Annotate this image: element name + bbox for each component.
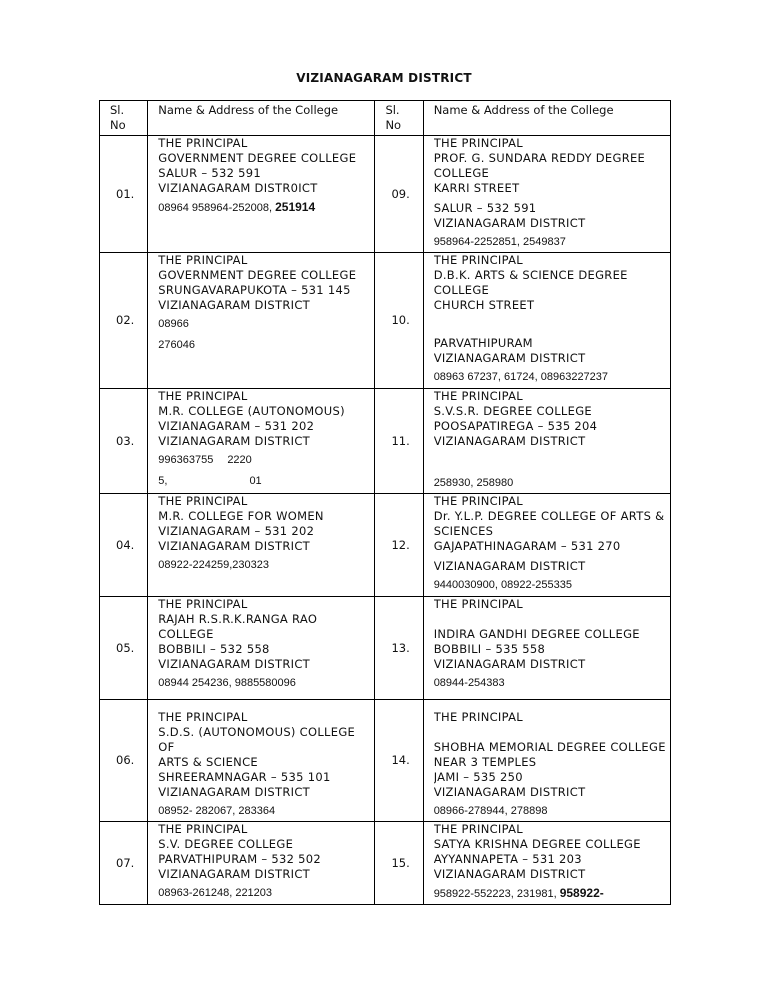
phone-numbers: 08966-278944, 278898 (433, 805, 548, 817)
table-row (100, 700, 671, 822)
table-row (100, 597, 671, 700)
college-address: THE PRINCIPAL S.V.S.R. DEGREE COLLEGE POOSAPATIREGA – 535 204 VIZIANAGARAM DISTRICT 258930, 258980 (423, 389, 670, 494)
table-row (100, 494, 671, 597)
serial-number: 11. (375, 389, 423, 494)
serial-number: 12. (375, 494, 423, 597)
table-row (100, 822, 671, 905)
serial-number: 03. (100, 389, 148, 494)
name-address-header: Name & Address of the College (423, 101, 670, 136)
college-address: THE PRINCIPAL RAJAH R.S.R.K.RANGA RAO COLLEGE BOBBILI – 532 558 VIZIANAGARAM DISTRICT 08944 254236, 9885580096 (148, 597, 375, 700)
phone-numbers: 08944-254383 (433, 677, 505, 689)
college-address: THE PRINCIPAL S.V. DEGREE COLLEGE PARVATHIPURAM – 532 502 VIZIANAGARAM DISTRICT 08963-261248, 221203 (148, 822, 375, 905)
phone-numbers: 08963-261248, 221203 (158, 887, 273, 899)
phone-numbers: 08964 958964-252008, 251914 (158, 200, 316, 214)
phone-numbers: 08922-224259,230323 (158, 559, 269, 571)
phone-numbers: 996363755 2220 (158, 454, 252, 466)
serial-number: 05. (100, 597, 148, 700)
college-address: THE PRINCIPAL M.R. COLLEGE (AUTONOMOUS) VIZIANAGARAM – 531 202 VIZIANAGARAM DISTRICT 996363755 2220 5, 01 (148, 389, 375, 494)
serial-number: 13. (375, 597, 423, 700)
serial-number: 02. (100, 253, 148, 389)
phone-numbers: 9440030900, 08922-255335 (433, 579, 572, 591)
phone-numbers: 08952- 282067, 283364 (158, 805, 276, 817)
table-row (100, 389, 671, 494)
serial-number: 07. (100, 822, 148, 905)
phone-numbers: 08944 254236, 9885580096 (158, 677, 296, 689)
college-address: THE PRINCIPAL S.D.S. (AUTONOMOUS) COLLEGE OF ARTS & SCIENCE SHREERAMNAGAR – 535 101 VIZIANAGARAM DISTRICT 08952- 282067, 283364 (148, 700, 375, 822)
phone-numbers: 5, 01 (158, 475, 262, 487)
name-address-header: Name & Address of the College (148, 101, 375, 136)
serial-number: 09. (375, 136, 423, 253)
table-row (100, 253, 671, 389)
phone-numbers: 08966 (158, 318, 189, 330)
college-address: THE PRINCIPAL PROF. G. SUNDARA REDDY DEGREE COLLEGE KARRI STREET SALUR – 532 591 VIZIANAGARAM DISTRICT 958964-2252851, 2549837 (423, 136, 670, 253)
college-address: THE PRINCIPAL D.B.K. ARTS & SCIENCE DEGREE COLLEGE CHURCH STREET PARVATHIPURAM VIZIANAGARAM DISTRICT 08963 67237, 61724, 08963227237 (423, 253, 670, 389)
phone-numbers: 958922-552223, 231981, 958922- (433, 886, 604, 900)
college-address: THE PRINCIPAL GOVERNMENT DEGREE COLLEGE SRUNGAVARAPUKOTA – 531 145 VIZIANAGARAM DISTRICT 08966 276046 (148, 253, 375, 389)
phone-numbers: 258930, 258980 (433, 477, 514, 489)
serial-number: 01. (100, 136, 148, 253)
college-address: THE PRINCIPAL M.R. COLLEGE FOR WOMEN VIZIANAGARAM – 531 202 VIZIANAGARAM DISTRICT 08922-224259,230323 (148, 494, 375, 597)
serial-number: 10. (375, 253, 423, 389)
serial-number: 06. (100, 700, 148, 822)
sl-no-header: Sl. No (375, 101, 423, 136)
serial-number: 15. (375, 822, 423, 905)
college-table (99, 100, 671, 905)
college-address: THE PRINCIPAL SHOBHA MEMORIAL DEGREE COLLEGE NEAR 3 TEMPLES JAMI – 535 250 VIZIANAGARAM DISTRICT 08966-278944, 278898 (423, 700, 670, 822)
serial-number: 04. (100, 494, 148, 597)
college-address: THE PRINCIPAL INDIRA GANDHI DEGREE COLLEGE BOBBILI – 535 558 VIZIANAGARAM DISTRICT 08944-254383 (423, 597, 670, 700)
page-title: VIZIANAGARAM DISTRICT (296, 71, 472, 85)
college-address: THE PRINCIPAL SATYA KRISHNA DEGREE COLLEGE AYYANNAPETA – 531 203 VIZIANAGARAM DISTRICT 958922-552223, 231981, 958922- (423, 822, 670, 905)
phone-numbers: 08963 67237, 61724, 08963227237 (433, 371, 609, 383)
college-address: THE PRINCIPAL GOVERNMENT DEGREE COLLEGE SALUR – 532 591 VIZIANAGARAM DISTR0ICT 08964 958964-252008, 251914 (148, 136, 375, 253)
phone-numbers: 958964-2252851, 2549837 (433, 236, 566, 248)
college-address: THE PRINCIPAL Dr. Y.L.P. DEGREE COLLEGE OF ARTS & SCIENCES GAJAPATHINAGARAM – 531 270 VIZIANAGARAM DISTRICT 9440030900, 08922-255335 (423, 494, 670, 597)
table-row (100, 136, 671, 253)
phone-numbers: 276046 (158, 339, 195, 351)
table-header-row (100, 101, 671, 136)
sl-no-header: Sl. No (100, 101, 148, 136)
serial-number: 14. (375, 700, 423, 822)
